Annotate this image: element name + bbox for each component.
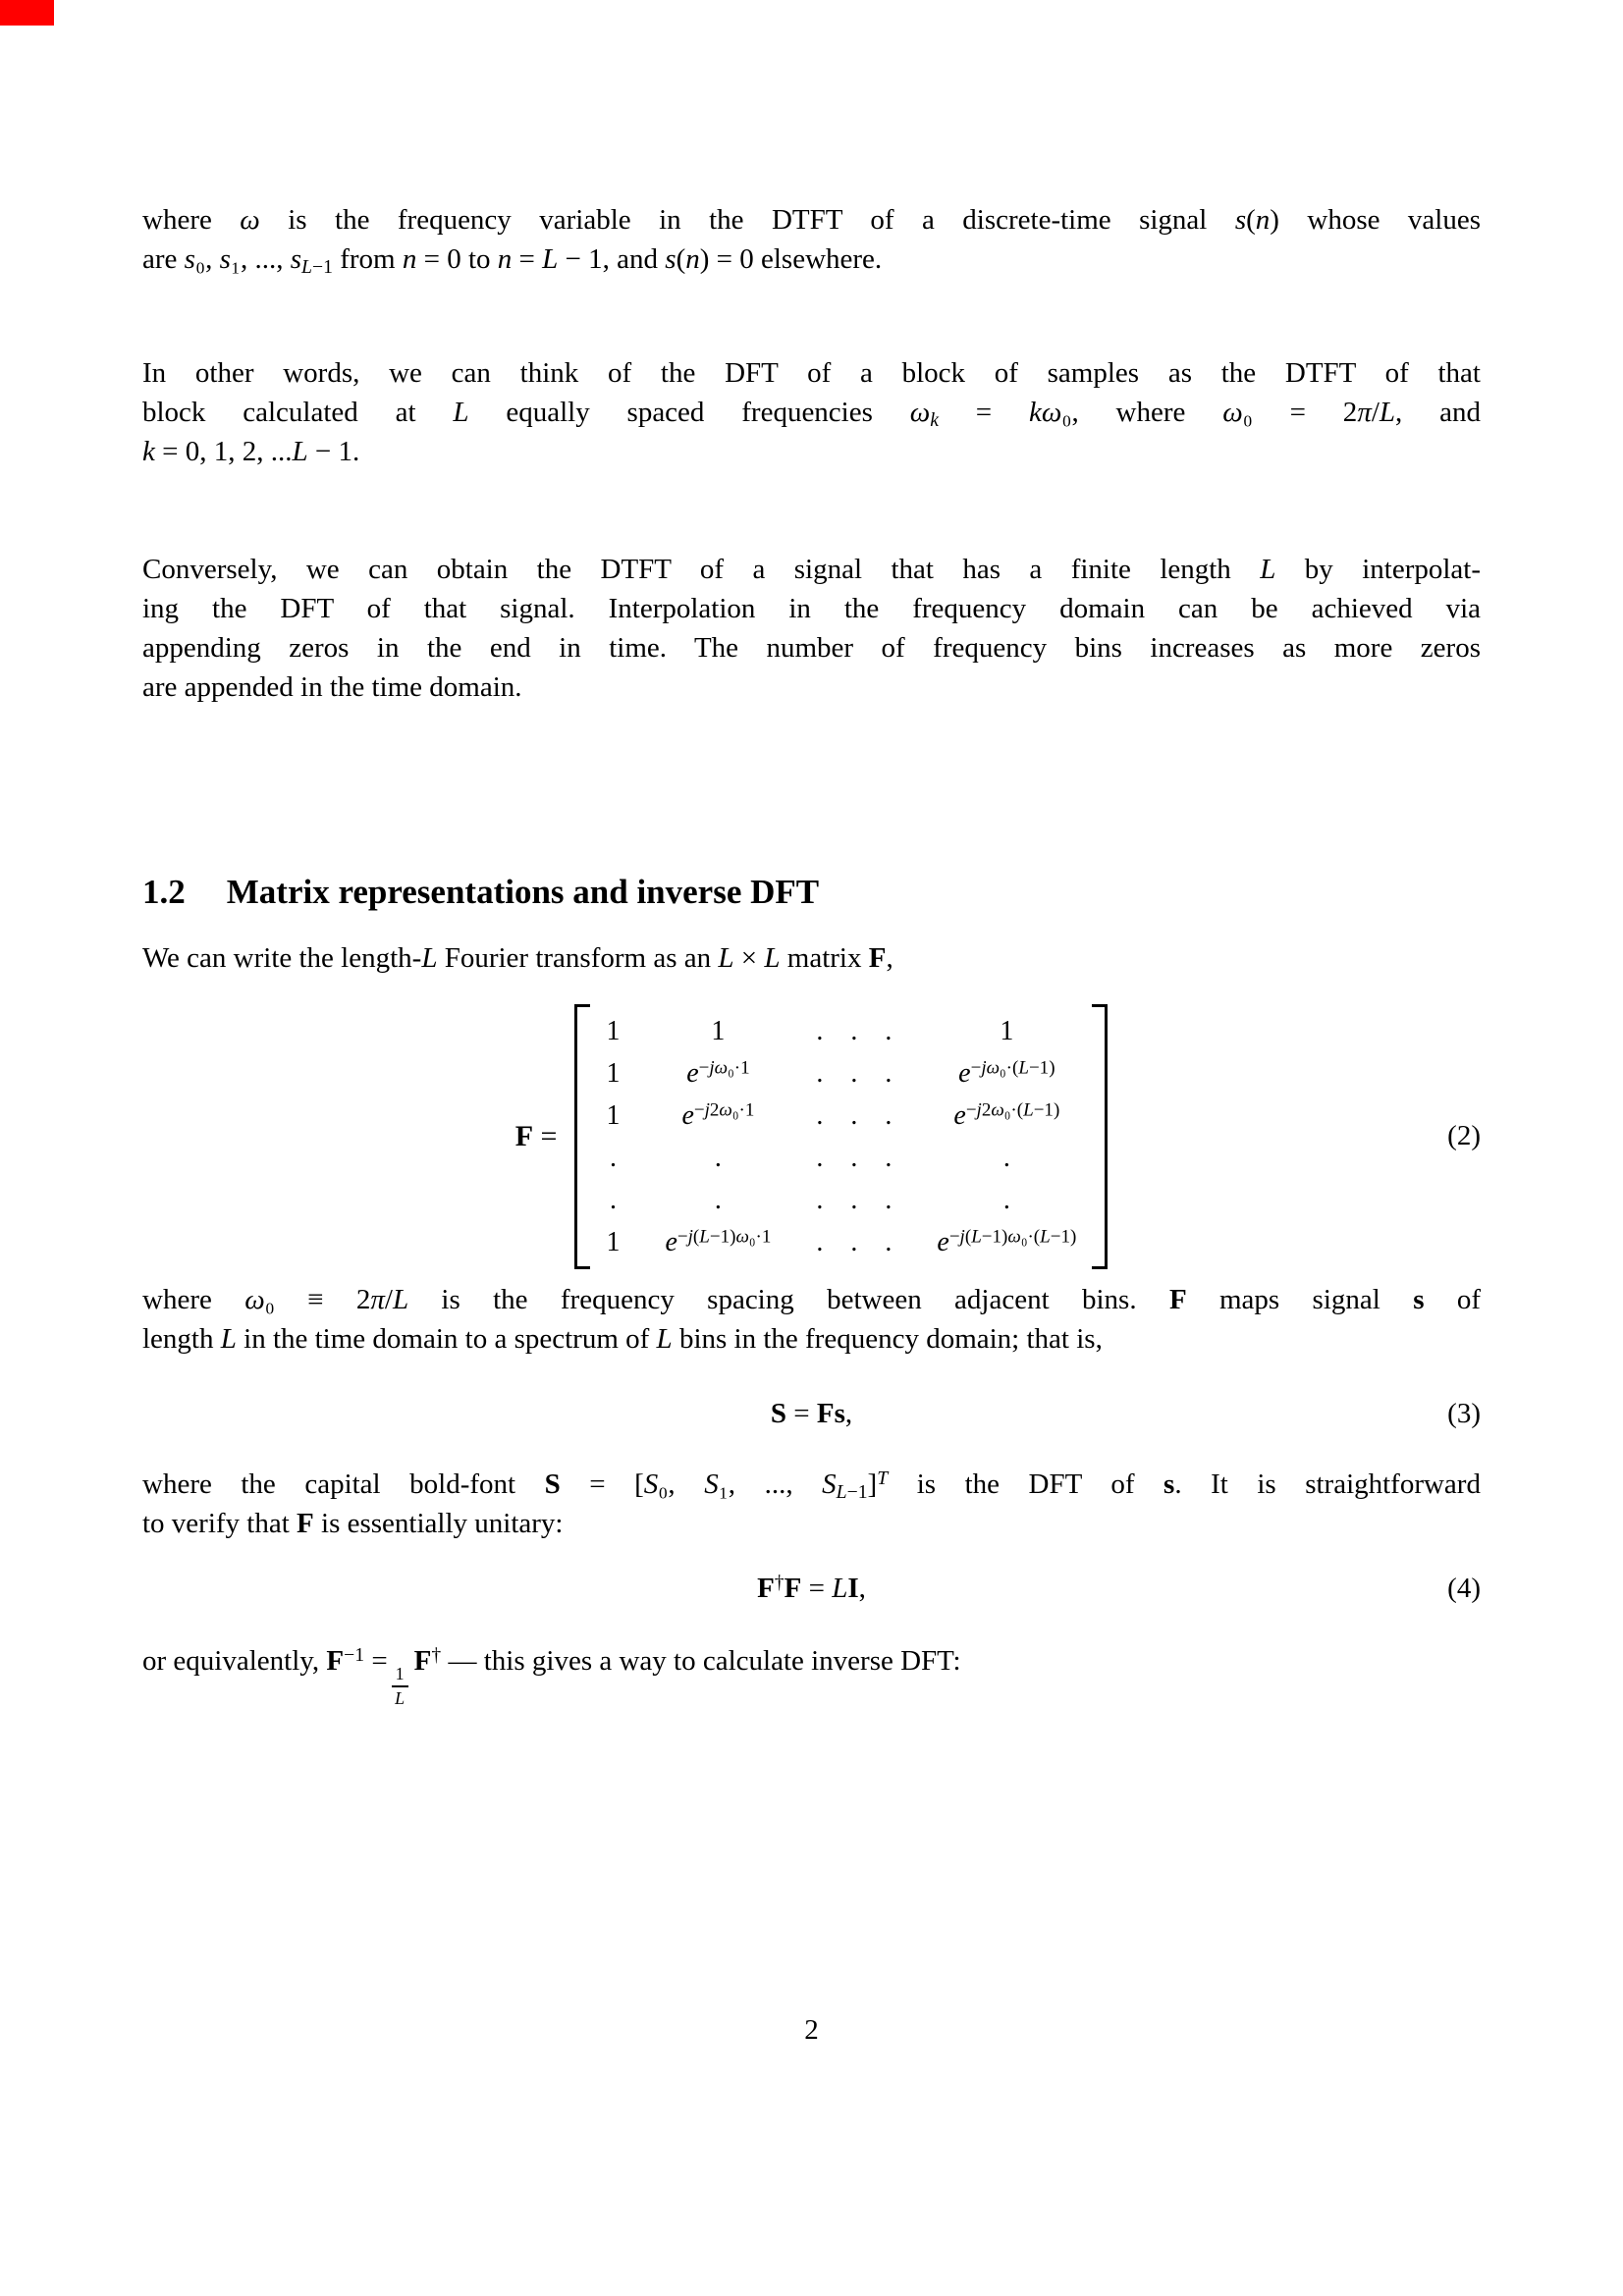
matrix-cell: . bbox=[609, 1142, 617, 1173]
matrix-cell: 1 bbox=[711, 1015, 726, 1046]
matrix-cell: . . . bbox=[816, 1057, 893, 1089]
section-heading bbox=[142, 870, 1481, 915]
equation-number: (2) bbox=[1447, 1120, 1481, 1151]
matrix-cell: 1 bbox=[606, 1099, 621, 1131]
matrix-cell: . . . bbox=[816, 1099, 893, 1131]
equation-4 bbox=[142, 1569, 1481, 1608]
equation-number: (3) bbox=[1447, 1398, 1481, 1429]
paragraph-interpolation bbox=[142, 550, 1481, 707]
text-line: ing the DFT of that signal. Interpolation in the frequency domain can be achieved via bbox=[142, 593, 1481, 624]
red-corner-marker bbox=[0, 0, 54, 26]
paragraph-frequency-spacing bbox=[142, 1280, 1481, 1359]
text-line: where ω is the frequency variable in the DTFT of a discrete-time signal s(n) whose values bbox=[142, 204, 1482, 236]
text-line: Conversely, we can obtain the DTFT of a signal that has a finite length L by interpolat- bbox=[142, 554, 1481, 585]
matrix-cell: $e^{-j\omega_0\cdot 1}$ bbox=[686, 1056, 750, 1089]
paragraph-dft-block bbox=[142, 353, 1481, 471]
section-title: Matrix representations and inverse DFT bbox=[226, 873, 820, 911]
text-line: are appended in the time domain. bbox=[142, 671, 522, 703]
equation-2-matrix bbox=[142, 996, 1481, 1281]
matrix-equation bbox=[142, 1004, 1481, 1269]
matrix-cell: 1 bbox=[606, 1015, 621, 1046]
matrix-cell: . . . bbox=[816, 1226, 893, 1257]
matrix-cell: 1 bbox=[606, 1057, 621, 1089]
text-segment: or equivalently, $F^{-1}$ = bbox=[142, 1644, 388, 1677]
dft-matrix bbox=[590, 1004, 1092, 1269]
text-line: where the capital bold-font S = [S₀, S₁, ..., $S_{L-1}]^T$ is the DFT of s. It is straightforward bbox=[142, 1468, 1481, 1503]
page-number-value: 2 bbox=[804, 2014, 819, 2046]
matrix-cell: $e^{-j2\omega_0\cdot 1}$ bbox=[681, 1098, 755, 1131]
matrix-lhs: F = bbox=[514, 1120, 558, 1152]
fraction-numerator: 1 bbox=[392, 1664, 408, 1687]
section-number: 1.2 bbox=[142, 873, 186, 911]
matrix-cell: . . . bbox=[816, 1142, 893, 1173]
matrix-cell: . bbox=[714, 1184, 722, 1215]
text-line: block calculated at L equally spaced frequencies $\omega_k = k\omega_0$, where ω₀ = 2π/L, and bbox=[142, 397, 1481, 431]
matrix-cell: . bbox=[609, 1184, 617, 1215]
matrix-cell: $e^{-j\omega_0\cdot(L-1)}$ bbox=[958, 1056, 1055, 1089]
page-number bbox=[142, 2010, 1481, 2050]
matrix-cell: $e^{-j(L-1)\omega_0\cdot(L-1)}$ bbox=[937, 1225, 1077, 1257]
paragraph-dtft-values bbox=[142, 200, 1481, 279]
matrix-cell: $e^{-j2\omega_0\cdot(L-1)}$ bbox=[953, 1098, 1060, 1131]
matrix-cell: . bbox=[1002, 1184, 1010, 1215]
paragraph-dft-of-s bbox=[142, 1465, 1481, 1543]
left-bracket bbox=[574, 1004, 590, 1269]
text-line: where ω₀ ≡ 2π/L is the frequency spacing between adjacent bins. F maps signal s of bbox=[142, 1284, 1481, 1315]
text-line: to verify that F is essentially unitary: bbox=[142, 1508, 564, 1539]
matrix-cell: . . . bbox=[816, 1015, 893, 1046]
equation-body: F†F = LI, bbox=[757, 1572, 866, 1604]
matrix-cell: . bbox=[714, 1142, 722, 1173]
fraction-one-over-L bbox=[392, 1664, 408, 1708]
matrix-cell: . . . bbox=[816, 1184, 893, 1215]
text-line: In other words, we can think of the DFT of a block of samples as the DTFT of that bbox=[142, 357, 1481, 389]
text-line: length L in the time domain to a spectrum of L bins in the frequency domain; that is, bbox=[142, 1323, 1103, 1355]
matrix-cell: 1 bbox=[606, 1226, 621, 1257]
equation-3 bbox=[142, 1394, 1481, 1433]
fraction-denominator: L bbox=[395, 1687, 406, 1708]
matrix-cell: 1 bbox=[1000, 1015, 1014, 1046]
paragraph-inverse-dft bbox=[142, 1641, 1481, 1708]
text-segment: F† — this gives a way to calculate inverse DFT: bbox=[413, 1644, 961, 1677]
right-bracket bbox=[1092, 1004, 1108, 1269]
equation-number: (4) bbox=[1447, 1573, 1481, 1604]
text-line: are s₀, s₁, ..., $s_{L-1}$ from n = 0 to n = L − 1, and s(n) = 0 elsewhere. bbox=[142, 243, 883, 278]
text-line: appending zeros in the end in time. The number of frequency bins increases as more zeros bbox=[142, 632, 1481, 664]
matrix-intro-line: We can write the length-L Fourier transform as an L × L matrix F, bbox=[142, 942, 893, 974]
equation-body: S = Fs, bbox=[770, 1398, 853, 1429]
matrix-cell: . bbox=[1002, 1142, 1010, 1173]
matrix-cell: $e^{-j(L-1)\omega_0\cdot 1}$ bbox=[665, 1225, 772, 1257]
text-line: k = 0, 1, 2, ...L − 1. bbox=[142, 436, 360, 467]
